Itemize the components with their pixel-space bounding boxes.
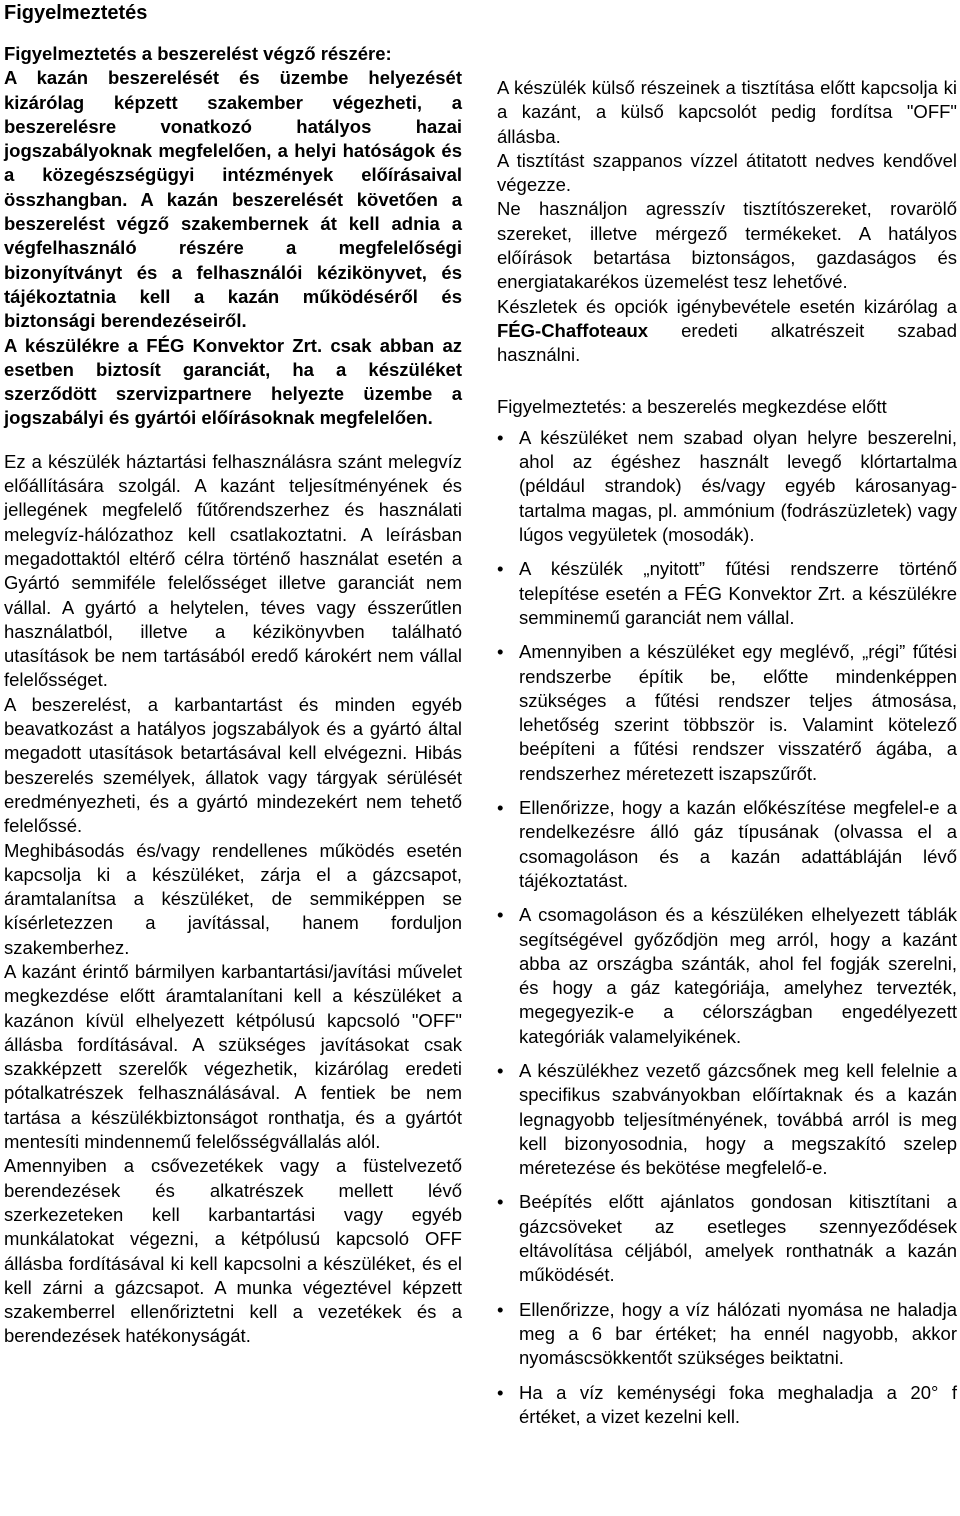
- cleaning-paragraph-3: Ne használjon agresszív tisztítószereket, rovarölő szereket, illetve mérgező termékeket. A hatályos előírások betartása biztonságos, gazdaságos és energiatakarékos üzemelést tesz lehetővé.: [497, 198, 957, 293]
- bullet-icon: •: [497, 641, 504, 663]
- list-item-text: Ha a víz keménységi foka meghaladja a 20° f értéket, a vizet kezelni kell.: [519, 1381, 957, 1427]
- list-item: [497, 1190, 957, 1287]
- list-item-text: A készülékhez vezető gázcsőnek meg kell felelnie a specifikus szabványokban előírtaknak és a kazán legnagyobb teljesítményének, továbbá arról is meg kell bizonyosodnia, hogy a megszakító szelep méretezése és bekötése megfelelő-e.: [519, 1059, 957, 1179]
- right-column: [497, 76, 957, 1439]
- pre-installation-list: [497, 426, 957, 1429]
- cleaning-paragraph-2: A tisztítást szappanos vízzel átitatott nedves kendővel végezze.: [497, 149, 957, 196]
- left-column: [4, 42, 462, 1349]
- list-item: [497, 1298, 957, 1371]
- bullet-icon: •: [497, 1191, 504, 1213]
- list-item-text: A készüléket nem szabad olyan helyre beszerelni, ahol az égéshez használt levegő klórtartalma (például strandok) és/vagy egyéb károsanyag-tartalma magas, pl. ammónium (fodrászüzletek) vagy lúgos vegyületek (mosodák).: [519, 426, 957, 546]
- repair-paragraph: A kazánt érintő bármilyen karbantartási/javítási művelet megkezdése előtt áramtalanítani kell a készüléket a kazánon kívül elhelyezett kétpólusú kapcsoló "OFF" állásba fordításával. A szükséges javításokat csak szakképzett szerelők végezhetik, kizárólag eredeti pótalkatrészek felhasználásával. A fentiek be nem tartása a készülékbiztonságot ronthatja, és a gyártót mentesíti mindennemű felelősségvállalás alól.: [4, 960, 462, 1153]
- malfunction-paragraph: Meghibásodás és/vagy rendellenes működés esetén kapcsolja ki a készüléket, zárja el a gázcsapot, áramtalanítsa a készüléket, de semmiképpen se kísérletezzen a javítással, hanem forduljon szakemberhez.: [4, 839, 462, 958]
- cleaning-paragraph-1: A készülék külső részeinek a tisztítása előtt kapcsolja ki a kazánt, a külső kapcsolót pedig fordítsa "OFF" állásba.: [497, 77, 957, 147]
- bullet-icon: •: [497, 558, 504, 580]
- list-item: [497, 903, 957, 1049]
- list-item: [497, 796, 957, 893]
- warranty-paragraph: A készülékre a FÉG Konvektor Zrt. csak abban az esetben biztosít garanciát, ha a készüléket szerződött szervizpartnere helyezte üzembe a jogszabályi és gyártói előírásoknak megfelelően.: [4, 334, 462, 429]
- bullet-icon: •: [497, 797, 504, 819]
- accessories-paragraph: [497, 295, 957, 368]
- bullet-icon: •: [497, 1381, 504, 1403]
- installer-warning-heading: Figyelmeztetés a beszerelést végző részére:: [4, 43, 392, 64]
- list-item-text: Beépítés előtt ajánlatos gondosan kitisztítani a gázcsöveket az esetleges szennyeződések eltávolítása céljából, amelyek ronthatnák a kazán működését.: [519, 1191, 957, 1286]
- list-item: [497, 426, 957, 547]
- page-title: Figyelmeztetés: [4, 2, 148, 24]
- pre-installation-heading: Figyelmeztetés: a beszerelés megkezdése előtt: [497, 395, 887, 417]
- bullet-icon: •: [497, 1298, 504, 1320]
- brand-name: FÉG-Chaffoteaux: [497, 319, 649, 341]
- bullet-icon: •: [497, 904, 504, 926]
- list-item-text: Amennyiben a készüléket egy meglévő, „régi” fűtési rendszerbe építik be, előtte mindenképpen szükséges a fűtési rendszer teljes átmosása, lehetőség szerint többször is. Valamint kötelező beépíteni a fűtési rendszer visszatérő ágába, a rendszerhez méretezett iszapszűrőt.: [519, 641, 957, 784]
- list-item: [497, 1059, 957, 1180]
- list-item-text: Ellenőrizze, hogy a kazán előkészítése megfelel-e a rendelkezésre álló gáz típusának (olvassa el a csomagoláson és a kazán adattábláján lévő tájékoztatást.: [519, 797, 957, 891]
- list-item-text: Ellenőrizze, hogy a víz hálózati nyomása ne haladja meg a 6 bar értéket; ha ennél nagyobb, akkor nyomáscsökkentőt szükséges beiktatni.: [519, 1298, 957, 1369]
- bullet-icon: •: [497, 426, 504, 448]
- usage-paragraph: Ez a készülék háztartási felhasználásra szánt melegvíz előállítására szolgál. A kazánt teljesítményének és jellegének megfelelő fűtőrendszerhez és használati melegvíz-hálózathoz kell csatlakoztatni. A leírásban megadottaktól eltérő célra történő használat esetén a Gyártó semmiféle felelősséget illetve garanciát nem vállal. A gyártó a helytelen, téves vagy ésszerűtlen használatból, illetve a kézikönyvben található utasítások be nem tartásából eredő károkért nem vállal felelősséget.: [4, 450, 462, 691]
- list-item: [497, 640, 957, 786]
- installer-paragraph-1: A kazán beszerelését és üzembe helyezését kizárólag képzett szakember végezheti, a beszerelésre vonatkozó hatályos hazai jogszabályoknak megfelelően, a helyi hatóságok és a közegészségügyi intézmények előírásaival összhangban. A kazán beszerelését követően a beszerelést végző szakembernek át kell adnia a végfelhasználó részére a megfelelőségi bizonyítványt és a felhasználói kézikönyvet, és tájékoztatnia kell a kazán működéséről és biztonsági berendezéseiről.: [4, 67, 462, 332]
- accessories-text-pre: Készletek és opciók igénybevétele esetén kizárólag a: [497, 295, 957, 317]
- bullet-icon: •: [497, 1059, 504, 1081]
- list-item-text: A készülék „nyitott” fűtési rendszerre történő telepítése esetén a FÉG Konvektor Zrt. a készülékre semminemű garanciát nem vállal.: [519, 558, 957, 628]
- list-item: [497, 1381, 957, 1430]
- list-item-text: A csomagoláson és a készüléken elhelyezett táblák segítségével győződjön meg arról, hogy a kazánt abba az országba szánták, ahol fel fogják szerelni, és hogy a gáz kategóriája, amelyhez tervezték, megegyezik-e a célországban engedélyezett kategóriák valamelyikének.: [519, 904, 957, 1047]
- maintenance-paragraph: A beszerelést, a karbantartást és minden egyéb beavatkozást a hatályos jogszabályok és a gyártó által megadott utasítások betartásával kell elvégezni. Hibás beszerelés személyek, állatok vagy tárgyak sérülését eredményezheti, és a gyártó mindezekért nem tehető felelőssé.: [4, 693, 462, 837]
- list-item: [497, 557, 957, 630]
- pipework-paragraph: Amennyiben a csővezetékek vagy a füstelvezető berendezések és alkatrészek mellett lévő szerkezeteken kell karbantartási vagy egyéb munkálatokat végezni, a kétpólusú kapcsoló OFF állásba fordításával ki kell kapcsolni a készüléket, és el kell zárni a gázcsapot. A munka végeztével képzett szakemberrel ellenőriztetni kell a vezetékek és a berendezések hatékonyságát.: [4, 1155, 462, 1347]
- accessories-text-post: eredeti alkatrészeit szabad használni.: [497, 319, 957, 366]
